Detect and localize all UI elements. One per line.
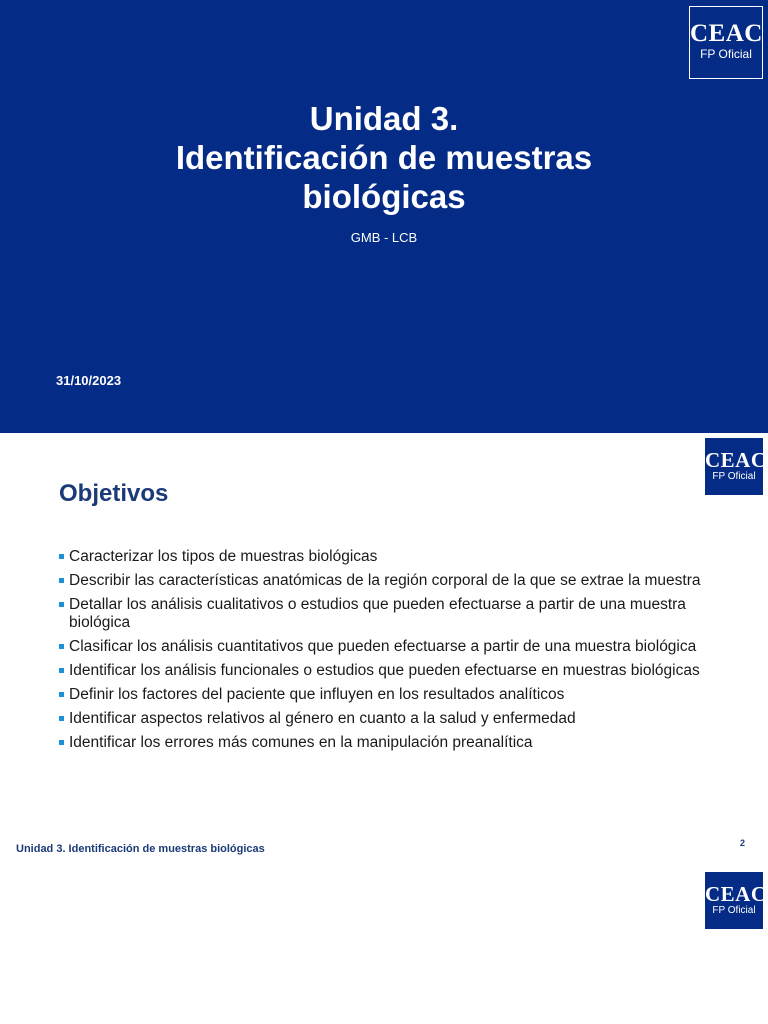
list-item: Identificar aspectos relativos al género en cuanto a la salud y enfermedad [58, 710, 708, 728]
logo-tagline: FP Oficial [712, 471, 756, 482]
ceac-logo [689, 6, 763, 79]
objectives-list [58, 548, 708, 758]
logo-tagline: FP Oficial [700, 47, 752, 61]
list-item: Identificar los errores más comunes en la manipulación preanalítica [58, 734, 708, 752]
list-item: Clasificar los análisis cuantitativos que pueden efectuarse a partir de una muestra biológica [58, 638, 708, 656]
slide-footer: Unidad 3. Identificación de muestras biológicas [16, 843, 265, 855]
logo-brand: CEAC [690, 20, 763, 47]
cover-date: 31/10/2023 [56, 373, 122, 388]
ceac-logo [705, 872, 767, 929]
list-item: Describir las características anatómicas de la región corporal de la que se extrae la muestra [58, 572, 708, 590]
page-number: 2 [740, 838, 746, 848]
ceac-logo [705, 438, 767, 495]
list-item: Detallar los análisis cualitativos o estudios que pueden efectuarse a partir de una muestra biológica [58, 596, 708, 632]
cover-title-line: Unidad 3. [309, 100, 459, 137]
cover-subtitle: GMB - LCB [350, 230, 418, 245]
logo-brand: CEAC [705, 448, 767, 472]
cover-title-line: Identificación de muestras [175, 139, 593, 176]
cover-title-line: biológicas [302, 178, 466, 215]
logo-tagline: FP Oficial [712, 905, 756, 916]
list-item: Definir los factores del paciente que influyen en los resultados analíticos [58, 686, 708, 704]
cover-title [60, 99, 708, 216]
list-item: Identificar los análisis funcionales o estudios que pueden efectuarse en muestras biológicas [58, 662, 708, 680]
cover-slide [0, 0, 768, 433]
objectives-heading: Objetivos [59, 480, 169, 507]
list-item: Caracterizar los tipos de muestras biológicas [58, 548, 708, 566]
logo-brand: CEAC [705, 882, 767, 906]
